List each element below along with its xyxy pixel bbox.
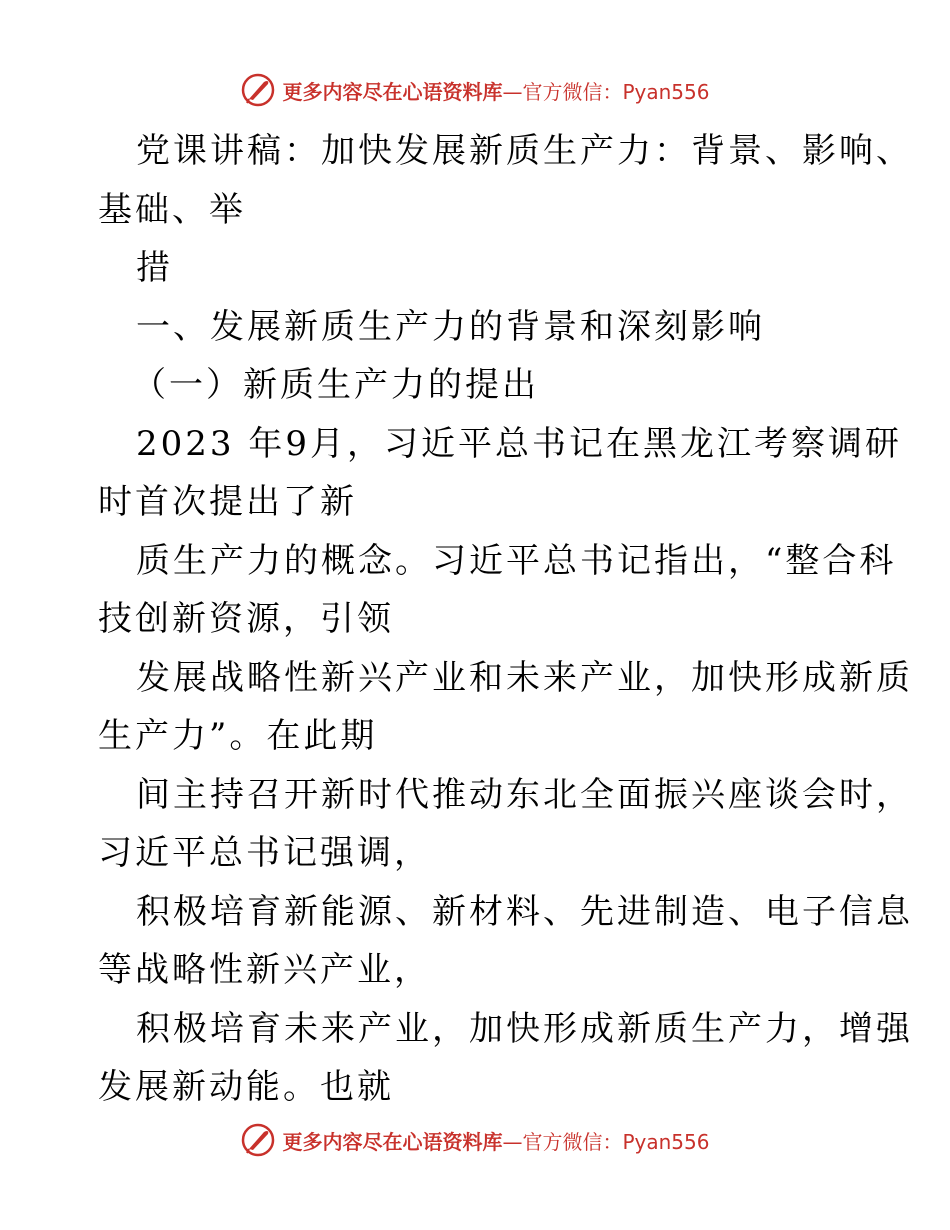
paragraph-line: 质生产力的概念。习近平总书记指出，“整合科 — [136, 540, 897, 581]
paragraph-line: 技创新资源，引领 — [98, 599, 394, 639]
subsection-heading: （一）新质生产力的提出 — [132, 365, 539, 405]
section-heading: 一、发展新质生产力的背景和深刻影响 — [136, 306, 765, 347]
paragraph-line: 积极培育未来产业，加快形成新质生产力，增强 — [136, 1008, 913, 1049]
footer-watermark — [0, 1118, 950, 1162]
watermark-text: 更多内容尽在心语资料库—官方微信：Pyan556 — [282, 1129, 710, 1154]
feather-pen-circle-icon — [240, 72, 276, 108]
document-body — [98, 122, 913, 1117]
feather-pen-circle-icon — [240, 1122, 276, 1158]
header-watermark — [0, 68, 950, 112]
watermark-text: 更多内容尽在心语资料库—官方微信：Pyan556 — [282, 79, 710, 104]
watermark-group — [240, 72, 709, 108]
paragraph-line: 习近平总书记强调， — [98, 833, 431, 873]
paragraph-line: 等战略性新兴产业， — [98, 950, 431, 990]
document-title-line-1: 党课讲稿：加快发展新质生产力：背景、影响、 — [136, 131, 913, 171]
paragraph-line: 间主持召开新时代推动东北全面振兴座谈会时， — [136, 774, 913, 815]
paragraph-line: 时首次提出了新 — [98, 482, 357, 522]
document-title-line-2: 基础、举 — [98, 189, 246, 230]
paragraph-line: 发展新动能。也就 — [98, 1067, 394, 1107]
document-title-line-3: 措 — [136, 248, 173, 288]
watermark-group — [240, 1122, 709, 1158]
paragraph-line: 2023 年9月，习近平总书记在黑龙江考察调研 — [136, 423, 902, 464]
paragraph-line: 积极培育新能源、新材料、先进制造、电子信息 — [136, 891, 913, 932]
paragraph-line: 发展战略性新兴产业和未来产业，加快形成新质 — [136, 657, 913, 698]
paragraph-line: 生产力”。在此期 — [98, 716, 378, 756]
